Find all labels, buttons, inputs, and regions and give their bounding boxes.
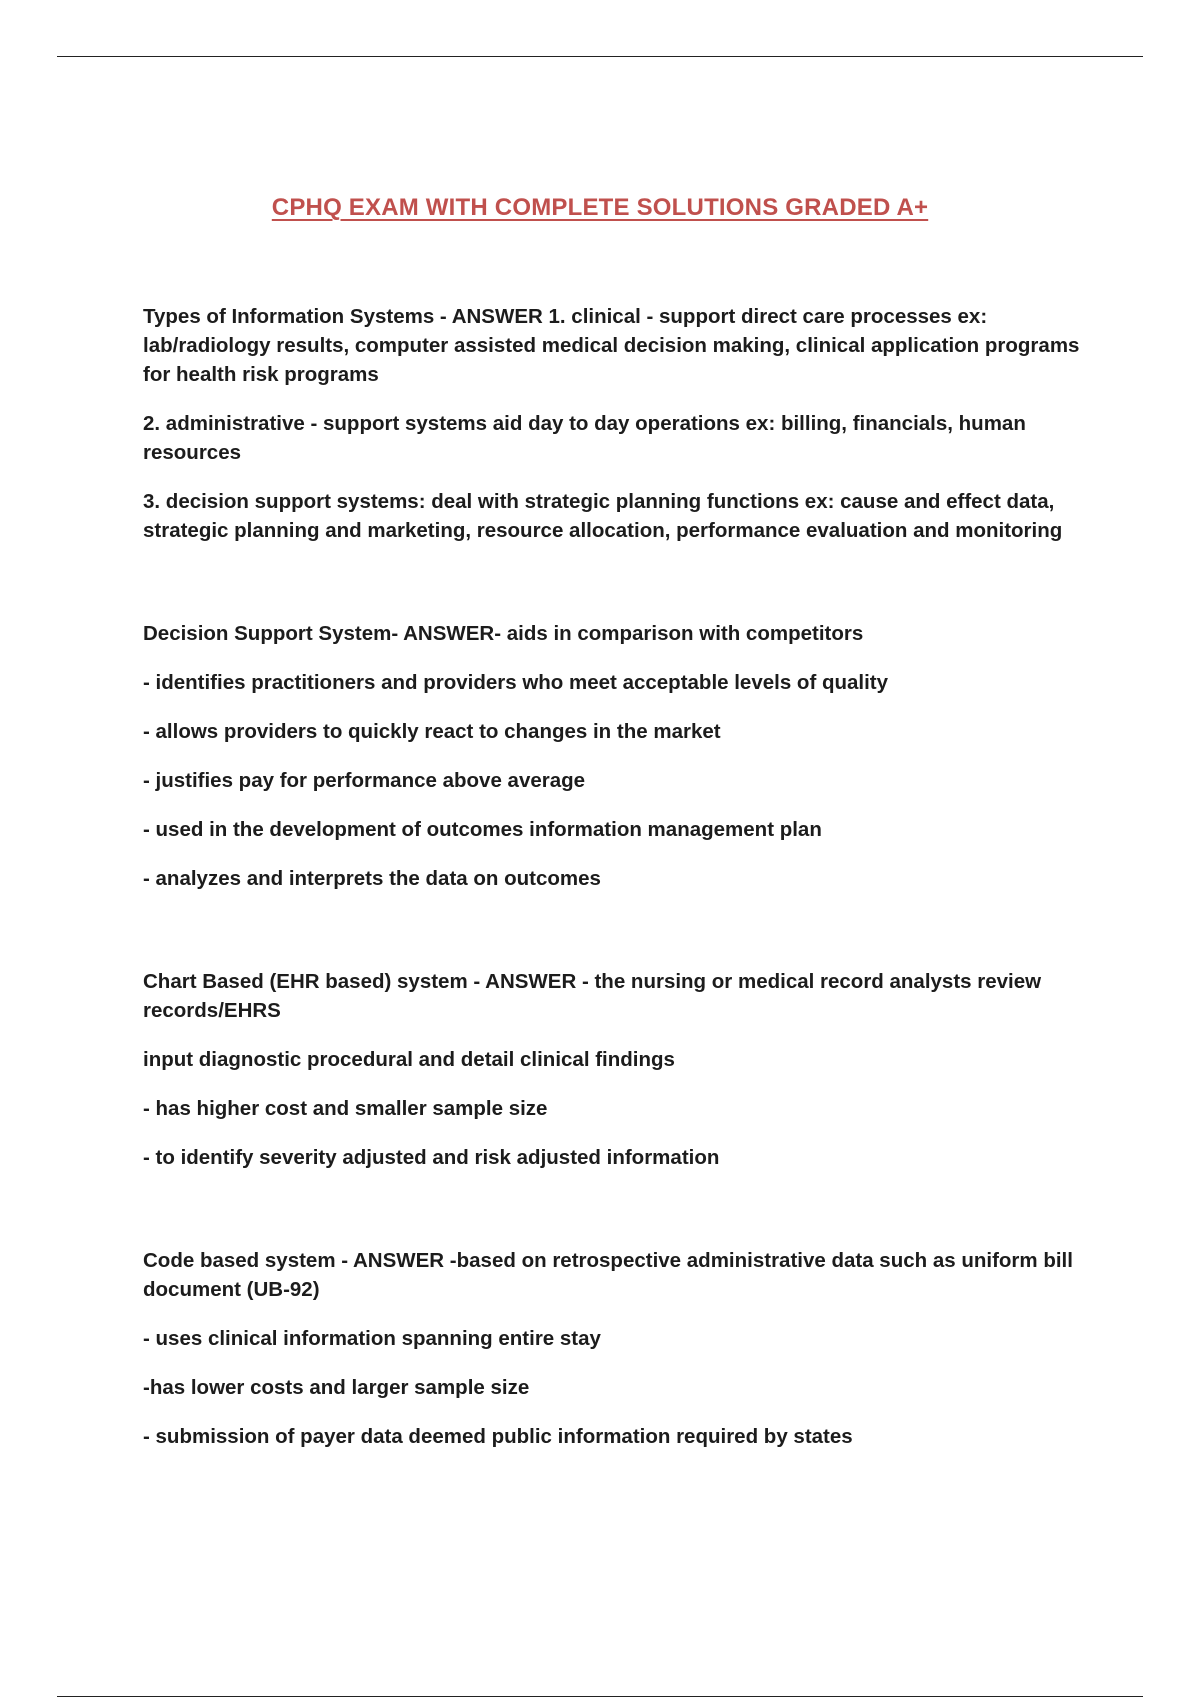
document-title-text: CPHQ EXAM WITH COMPLETE SOLUTIONS GRADED A+ <box>271 194 929 221</box>
paragraph: input diagnostic procedural and detail clinical findings <box>143 1048 675 1071</box>
section-code-based-system <box>143 1246 1093 1451</box>
paragraph: Types of Information Systems - ANSWER 1. clinical - support direct care processes ex: lab/radiology results, computer assisted medical decision making, clinical application programs for health risk programs <box>143 305 1080 386</box>
paragraph: Decision Support System- ANSWER- aids in comparison with competitors <box>143 622 864 645</box>
paragraph: 2. administrative - support systems aid day to day operations ex: billing, financials, human resources <box>143 412 1026 464</box>
paragraph: - identifies practitioners and providers who meet acceptable levels of quality <box>143 671 889 694</box>
section-information-systems <box>143 302 1093 545</box>
paragraph: - used in the development of outcomes information management plan <box>143 818 822 841</box>
section-decision-support-system <box>143 619 1093 893</box>
paragraph: - has higher cost and smaller sample size <box>143 1097 548 1120</box>
document-title <box>0 194 1200 222</box>
paragraph: - to identify severity adjusted and risk adjusted information <box>143 1146 720 1169</box>
paragraph: - uses clinical information spanning entire stay <box>143 1327 601 1350</box>
paragraph: - justifies pay for performance above average <box>143 769 586 792</box>
paragraph: - analyzes and interprets the data on outcomes <box>143 867 601 890</box>
paragraph: 3. decision support systems: deal with strategic planning functions ex: cause and effect data, strategic planning and marketing, resource allocation, performance evaluation and monitoring <box>143 490 1063 542</box>
paragraph: Chart Based (EHR based) system - ANSWER - the nursing or medical record analysts review records/EHRS <box>143 970 1042 1022</box>
paragraph: Code based system - ANSWER -based on retrospective administrative data such as uniform bill document (UB-92) <box>143 1249 1073 1301</box>
section-chart-based-system <box>143 967 1093 1172</box>
paragraph: - allows providers to quickly react to changes in the market <box>143 720 721 743</box>
top-rule <box>57 56 1143 57</box>
document-body <box>143 302 1093 1451</box>
paragraph: - submission of payer data deemed public information required by states <box>143 1425 853 1448</box>
bottom-rule <box>57 1696 1143 1697</box>
paragraph: -has lower costs and larger sample size <box>143 1376 530 1399</box>
